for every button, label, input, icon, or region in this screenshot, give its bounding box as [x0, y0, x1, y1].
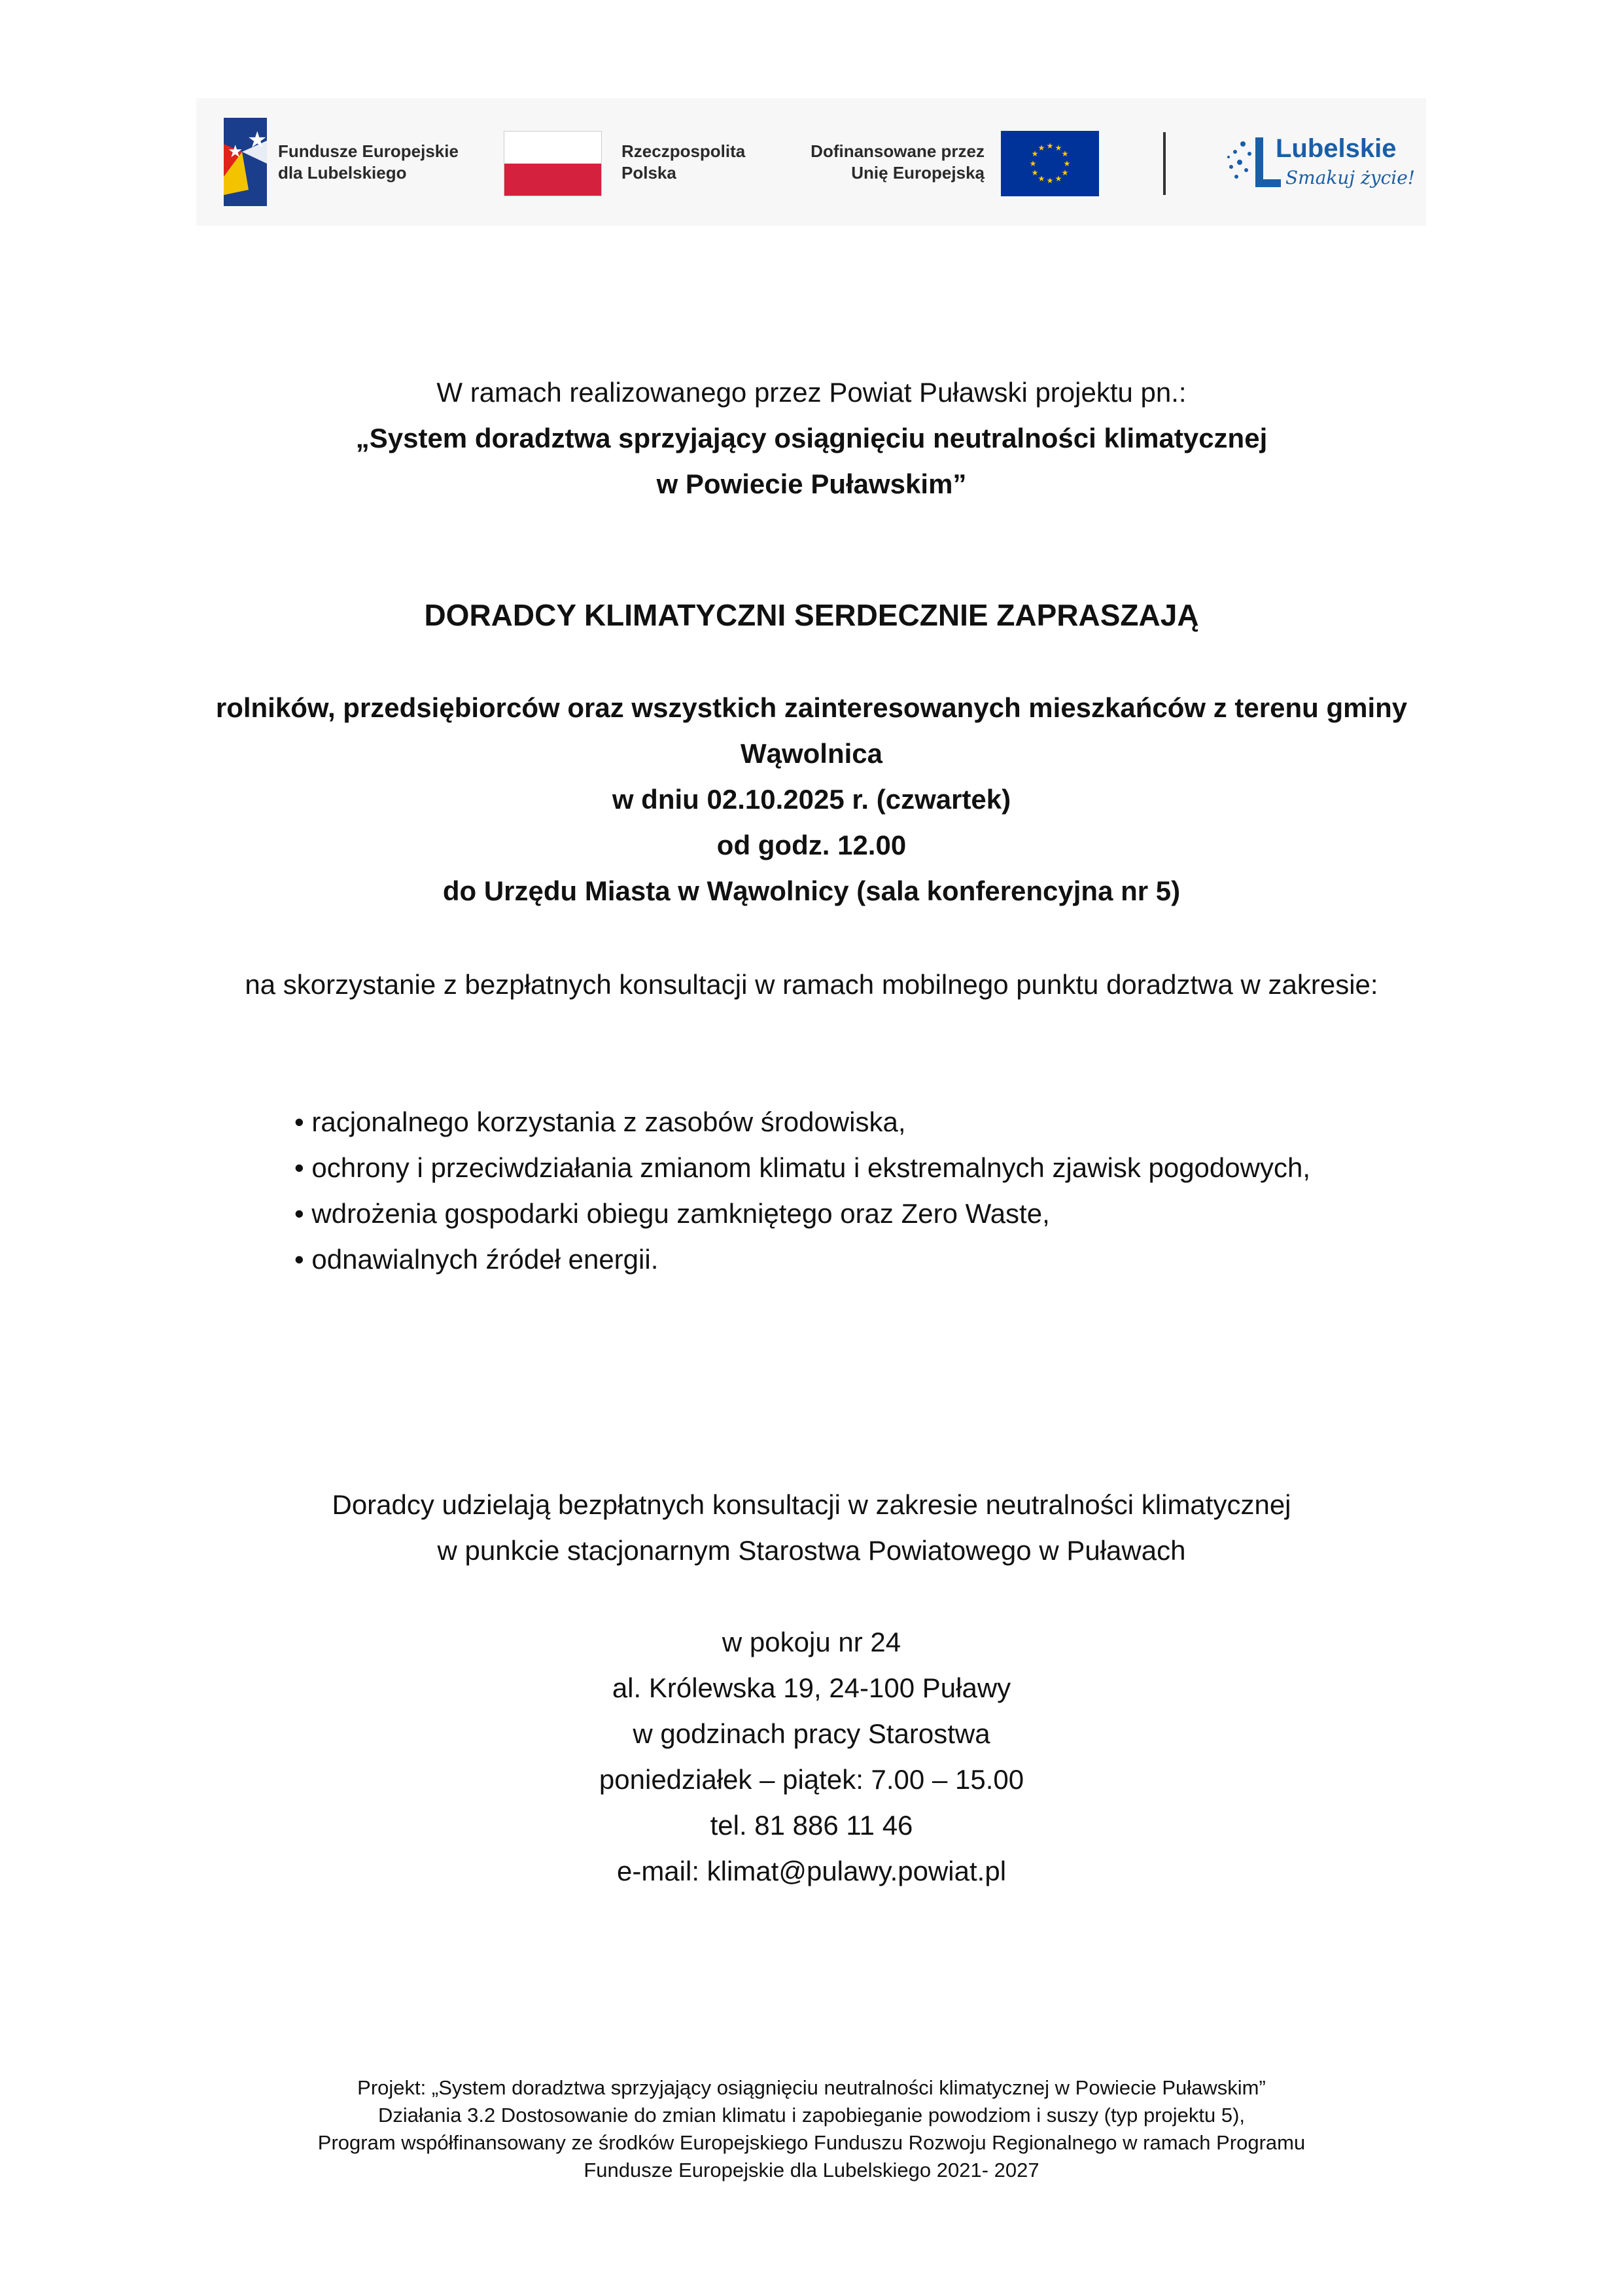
svg-text:★: ★ — [1046, 141, 1054, 150]
eu-cofinancing-label: Dofinansowane przez Unię Europejską — [811, 141, 985, 183]
logo-divider — [1163, 132, 1166, 195]
svg-text:★: ★ — [1031, 168, 1039, 177]
room-number: w pokoju nr 24 — [722, 1627, 901, 1657]
fundusze-europejskie-logo-icon — [216, 118, 268, 206]
svg-text:★: ★ — [1055, 143, 1062, 152]
svg-text:★: ★ — [1038, 174, 1045, 183]
svg-text:★: ★ — [1055, 174, 1062, 183]
footer-line-4: Fundusze Europejskie dla Lubelskiego 2021- 2027 — [584, 2159, 1039, 2181]
consultation-intro-block — [0, 962, 1623, 1008]
list-item: • racjonalnego korzystania z zasobów środowiska, — [294, 1106, 906, 1137]
footer-line-1: Projekt: „System doradztwa sprzyjający osiągnięciu neutralności klimatycznej w Powiecie Puławskim” — [357, 2076, 1266, 2099]
svg-text:★: ★ — [1063, 159, 1071, 168]
stationary-line-1: Doradcy udzielają bezpłatnych konsultacji w zakresie neutralności klimatycznej — [332, 1489, 1291, 1520]
intro-line-1: W ramach realizowanego przez Powiat Puławski projektu pn.: — [436, 377, 1187, 408]
svg-text:★: ★ — [1046, 176, 1054, 185]
svg-text:★: ★ — [247, 127, 268, 153]
svg-text:★: ★ — [1029, 159, 1037, 168]
eu-flag-icon — [1001, 131, 1099, 196]
office-hours: poniedziałek – piątek: 7.00 – 15.00 — [599, 1764, 1024, 1795]
footer-line-3: Program współfinansowany ze środków Europejskiego Funduszu Rozwoju Regionalnego w ramach Programu — [317, 2131, 1306, 2154]
footer — [0, 2074, 1623, 2184]
rzeczpospolita-label: Rzeczpospolita Polska — [621, 141, 746, 183]
address: al. Królewska 19, 24-100 Puławy — [612, 1672, 1011, 1703]
footer-line-2: Działania 3.2 Dostosowanie do zmian klimatu i zapobieganie powodziom i suszy (typ projektu 5), — [377, 2104, 1246, 2127]
list-item: • ochrony i przeciwdziałania zmianom klimatu i ekstremalnych zjawisk pogodowych, — [294, 1152, 1310, 1183]
page-title: DORADCY KLIMATYCZNI SERDECZNIE ZAPRASZAJĄ — [424, 598, 1199, 632]
invitees-line: rolników, przedsiębiorców oraz wszystkich zainteresowanych mieszkańców z terenu gminy — [215, 692, 1408, 723]
svg-text:★: ★ — [1031, 149, 1039, 158]
polish-flag-icon — [504, 131, 602, 196]
email-address[interactable]: e-mail: klimat@pulawy.powiat.pl — [616, 1856, 1007, 1886]
svg-text:★: ★ — [228, 142, 243, 162]
consultation-topics-list — [294, 1099, 1310, 1282]
project-intro — [0, 370, 1623, 507]
svg-text:★: ★ — [1061, 168, 1069, 177]
lubelskie-logo-icon — [1223, 131, 1282, 196]
event-venue: do Urzędu Miasta w Wąwolnicy (sala konferencyjna nr 5) — [442, 875, 1181, 906]
svg-text:★: ★ — [1038, 143, 1045, 152]
stationary-point-info — [0, 1482, 1623, 1574]
logo-bar — [196, 98, 1426, 226]
project-title-line-2: w Powiecie Puławskim” — [656, 468, 967, 499]
list-item: • odnawialnych źródeł energii. — [294, 1244, 659, 1275]
hours-label: w godzinach pracy Starostwa — [633, 1718, 990, 1749]
invitation-details — [0, 685, 1623, 914]
consultation-intro: na skorzystanie z bezpłatnych konsultacji w ramach mobilnego punktu doradztwa w zakresie: — [245, 969, 1378, 1000]
event-time: od godz. 12.00 — [716, 830, 907, 860]
lubelskie-name: Lubelskie — [1276, 134, 1397, 163]
fundusze-europejskie-label: Fundusze Europejskie dla Lubelskiego — [278, 141, 459, 183]
list-item: • wdrożenia gospodarki obiegu zamkniętego oraz Zero Waste, — [294, 1198, 1050, 1229]
lubelskie-slogan: Smakuj życie! — [1285, 167, 1416, 188]
stationary-line-2: w punkcie stacjonarnym Starostwa Powiatowego w Puławach — [437, 1535, 1186, 1566]
event-date: w dniu 02.10.2025 r. (czwartek) — [612, 784, 1011, 815]
project-title-line-1: „System doradztwa sprzyjający osiągnięciu neutralności klimatycznej — [355, 423, 1268, 453]
invitation-heading-block — [0, 592, 1623, 638]
phone-number: tel. 81 886 11 46 — [710, 1810, 913, 1841]
svg-text:★: ★ — [1061, 149, 1069, 158]
contact-info — [0, 1619, 1623, 1894]
municipality-name: Wąwolnica — [740, 738, 883, 769]
